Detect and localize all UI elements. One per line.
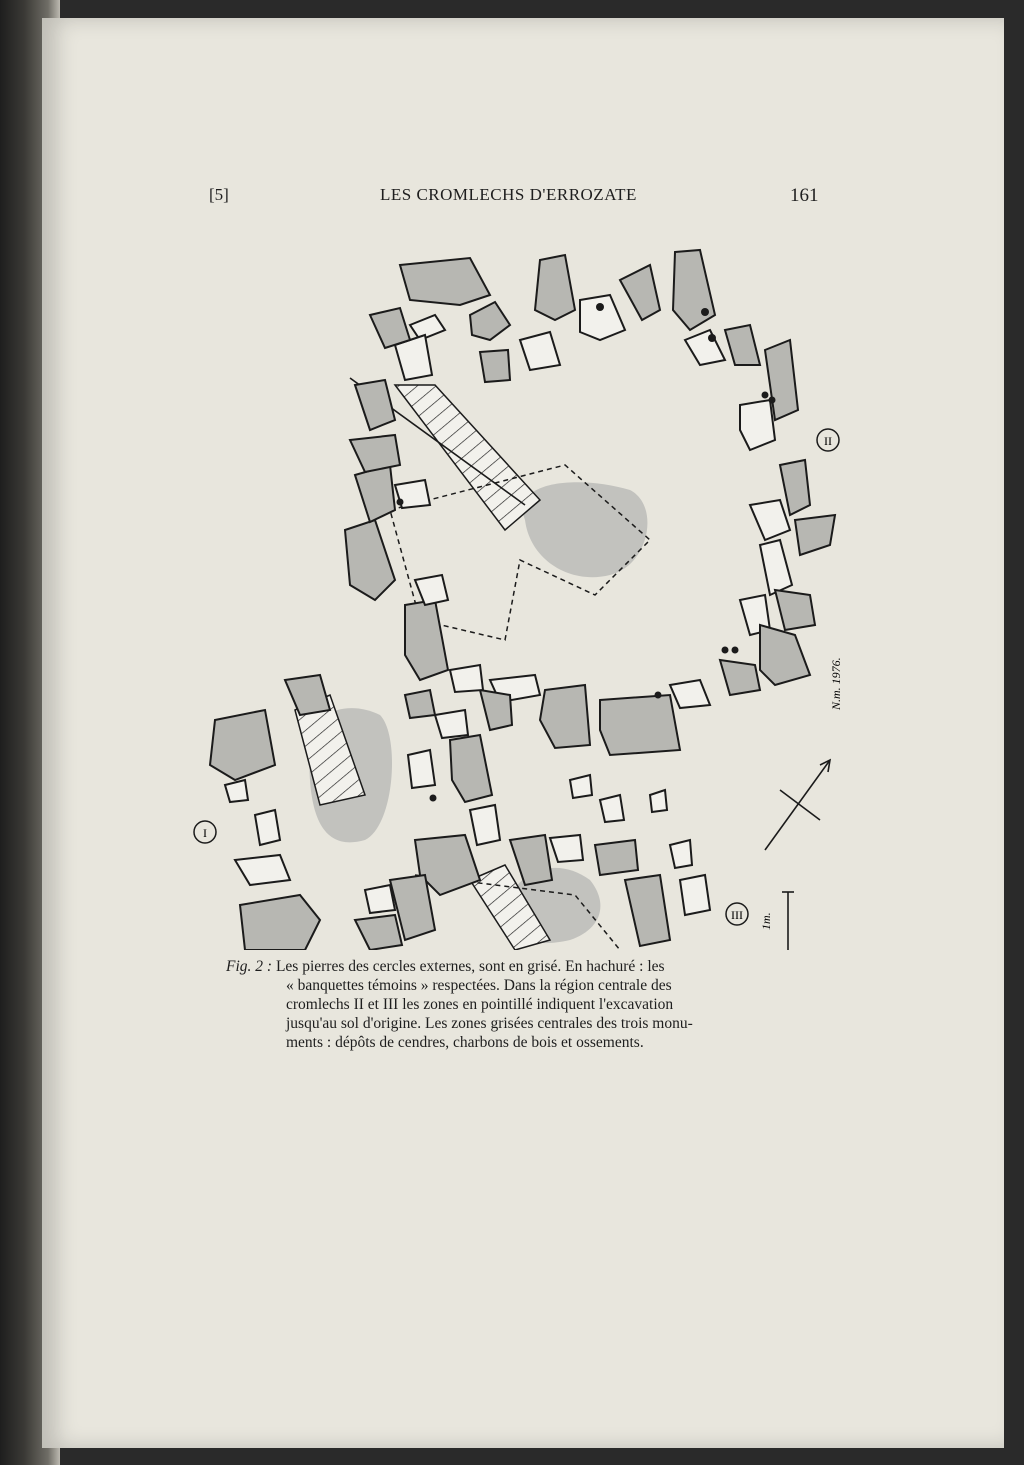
north-arrow [765,760,830,850]
svg-text:I: I [203,826,207,840]
running-header [0,185,1024,215]
author-signature: N.m. 1976. [829,657,843,710]
running-title: LES CROMLECHS D'ERROZATE [380,185,637,204]
figure-cromlech-plan [180,240,860,950]
svg-text:III: III [731,908,743,922]
scale-label: 1m. [759,912,773,930]
scale-bar [782,892,794,950]
section-number: [5] [209,185,229,204]
plan-drawing [180,240,860,950]
caption-lead: Fig. 2 : [226,958,273,975]
caption-line-1: Les pierres des cercles externes, sont en grisé. En hachuré : les [275,958,665,975]
banquette-2 [395,385,540,530]
label-circle-1 [194,821,216,843]
caption-line-4: jusqu'au sol d'origine. Les zones grisées centrales des trois monu- [286,1015,693,1032]
ash-zone-2 [523,482,648,577]
label-circle-3 [726,903,748,925]
page-number: 161 [790,185,819,206]
caption-line-2: « banquettes témoins » respectées. Dans la région centrale des [286,977,672,994]
figure-caption [226,957,832,1052]
caption-line-5: ments : dépôts de cendres, charbons de bois et ossements. [286,1034,644,1051]
label-circle-2 [817,429,839,451]
svg-text:II: II [824,434,832,448]
caption-line-3: cromlechs II et III les zones en pointillé indiquent l'excavation [286,996,674,1013]
